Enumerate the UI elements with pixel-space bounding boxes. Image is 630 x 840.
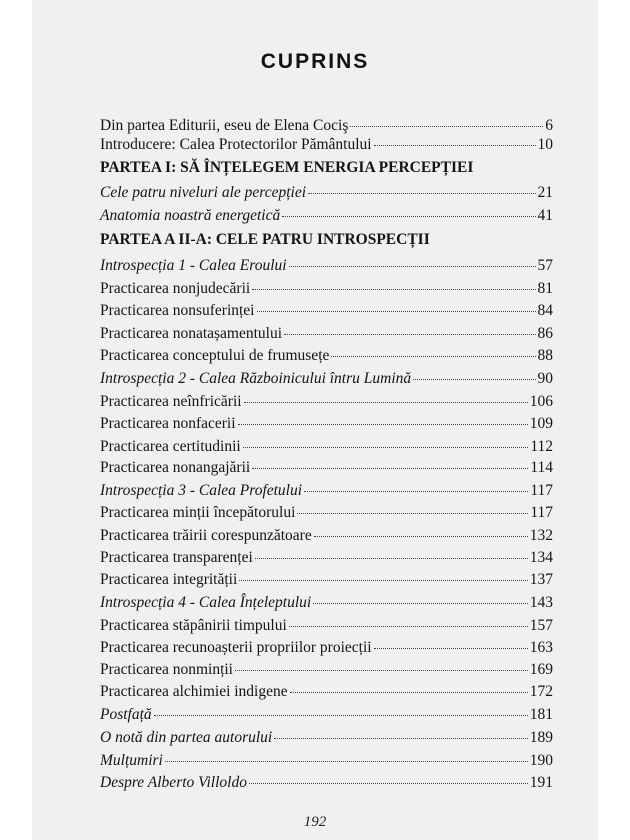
toc-entry-page: 191: [529, 774, 553, 791]
page-number: 192: [303, 814, 327, 830]
dot-leader: [314, 536, 528, 537]
dot-leader: [313, 603, 528, 604]
toc-entry: [100, 206, 553, 226]
dot-leader: [304, 491, 528, 492]
dot-leader: [165, 761, 528, 762]
toc-entry: [100, 503, 553, 523]
toc-entry-page: 132: [529, 527, 553, 544]
dot-leader: [297, 513, 528, 514]
toc-entry: [100, 660, 553, 680]
toc-entry: [100, 437, 553, 457]
toc-entry-page: 163: [529, 639, 553, 656]
dot-leader: [374, 648, 528, 649]
dot-leader: [350, 126, 543, 127]
toc-entry-page: 190: [529, 752, 553, 769]
toc-entry-title: Practicarea minții începătorului: [100, 504, 296, 521]
dot-leader: [274, 738, 528, 739]
toc-entry-page: 189: [529, 729, 553, 746]
dot-leader: [252, 289, 535, 290]
toc-entry-page: 172: [529, 683, 553, 700]
toc-entry-page: 41: [537, 207, 553, 224]
toc-entry-title: Practicarea stăpânirii timpului: [100, 617, 287, 634]
toc-entry-page: 109: [529, 415, 553, 432]
toc-entry-title: Practicarea trăirii corespunzătoare: [100, 527, 312, 544]
dot-leader: [290, 692, 528, 693]
toc-entry-title: O notă din partea autorului: [100, 729, 273, 746]
toc-entry: [100, 183, 553, 203]
toc-entry: [100, 751, 553, 771]
dot-leader: [243, 447, 529, 448]
toc-entry-page: 143: [529, 594, 553, 611]
toc-entry-title: Practicarea nonfacerii: [100, 415, 236, 432]
toc-entry: [100, 135, 553, 155]
dot-leader: [238, 424, 528, 425]
toc-entry: [100, 728, 553, 748]
page-title: CUPRINS: [260, 50, 370, 73]
toc-entry: [100, 705, 553, 725]
toc-entry-title: Practicarea conceptului de frumusețe: [100, 347, 330, 364]
toc-entry-page: 112: [530, 438, 553, 455]
toc-entry-title: Introspecția 3 - Calea Profetului: [100, 482, 303, 499]
toc-entry-title: PARTEA I: SĂ ÎNȚELEGEM ENERGIA PERCEPȚIEI: [100, 159, 474, 176]
dot-leader: [289, 266, 536, 267]
toc-part-heading: [100, 158, 553, 178]
toc-entry: [100, 570, 553, 590]
dot-leader: [249, 783, 528, 784]
toc-entry: [100, 526, 553, 546]
dot-leader: [252, 468, 528, 469]
toc-entry: [100, 346, 553, 366]
dot-leader: [374, 145, 536, 146]
toc-entry: [100, 279, 553, 299]
toc-entry-page: 86: [537, 325, 553, 342]
toc-entry-title: Din partea Editurii, eseu de Elena Cociş: [100, 117, 349, 134]
dot-leader: [413, 379, 535, 380]
dot-leader: [154, 715, 528, 716]
toc-entry: [100, 638, 553, 658]
toc-entry-title: Practicarea recunoașterii propriilor proiecții: [100, 639, 372, 656]
toc-entry: [100, 256, 553, 276]
toc-entry-title: Anatomia noastră energetică: [100, 207, 281, 224]
toc-entry-page: 88: [537, 347, 553, 364]
toc-entry-title: Practicarea certitudinii: [100, 438, 241, 455]
dot-leader: [239, 580, 527, 581]
toc-entry-title: Mulțumiri: [100, 752, 163, 769]
toc-entry-page: 81: [537, 280, 553, 297]
toc-entry-title: PARTEA A II-A: CELE PATRU INTROSPECȚII: [100, 231, 430, 248]
toc-entry-page: 181: [529, 706, 553, 723]
dot-leader: [235, 670, 528, 671]
toc-entry-title: Introspecția 4 - Calea Înțeleptului: [100, 594, 312, 611]
toc-entry-title: Practicarea nonatașamentului: [100, 325, 283, 342]
toc-entry-page: 106: [529, 393, 553, 410]
dot-leader: [244, 402, 528, 403]
toc-entry-title: Practicarea alchimiei indigene: [100, 683, 288, 700]
toc-entry: [100, 414, 553, 434]
toc-entry-title: Cele patru niveluri ale percepției: [100, 184, 307, 201]
toc-entry-page: 169: [529, 661, 553, 678]
toc-entry-page: 134: [529, 549, 553, 566]
toc-entry-page: 114: [530, 459, 553, 476]
toc-entry-page: 84: [537, 302, 553, 319]
dot-leader: [257, 311, 536, 312]
toc-entry-title: Practicarea integrității: [100, 571, 238, 588]
toc-entry-page: 21: [537, 184, 553, 201]
dot-leader: [289, 626, 528, 627]
toc-entry-title: Practicarea transparenței: [100, 549, 253, 566]
toc-part-heading: [100, 230, 553, 250]
dot-leader: [331, 356, 535, 357]
dot-leader: [284, 334, 535, 335]
toc-entry-title: Practicarea neînfricării: [100, 393, 242, 410]
toc-entry-title: Postfață: [100, 706, 152, 723]
toc-entry: [100, 773, 553, 793]
toc-entry: [100, 392, 553, 412]
toc-entry-page: 117: [530, 504, 553, 521]
toc-entry-title: Practicarea nonjudecării: [100, 280, 251, 297]
toc-entry-page: 90: [537, 370, 553, 387]
toc-entry-title: Introspecția 2 - Calea Războinicului întru Lumină: [100, 370, 412, 387]
toc-entry-page: 157: [529, 617, 553, 634]
toc-entry-title: Practicarea nonangajării: [100, 459, 251, 476]
dot-leader: [282, 216, 535, 217]
toc-entry: [100, 458, 553, 478]
toc-entry-title: Introducere: Calea Protectorilor Pământului: [100, 136, 372, 153]
toc-entry: [100, 369, 553, 389]
toc-entry-title: Practicarea nonsuferinței: [100, 302, 255, 319]
toc-entry-page: 117: [530, 482, 553, 499]
toc-entry-page: 10: [537, 136, 553, 153]
toc-entry-page: 137: [529, 571, 553, 588]
toc-entry-page: 57: [537, 257, 553, 274]
toc-entry-title: Introspecția 1 - Calea Eroului: [100, 257, 287, 274]
toc-entry: [100, 593, 553, 613]
dot-leader: [255, 558, 528, 559]
toc-entry-title: Despre Alberto Villoldo: [100, 774, 247, 791]
toc-entry: [100, 548, 553, 568]
toc-entry: [100, 116, 553, 136]
toc-entry: [100, 616, 553, 636]
toc-entry: [100, 682, 553, 702]
toc-entry: [100, 324, 553, 344]
toc-entry: [100, 481, 553, 501]
dot-leader: [308, 193, 535, 194]
toc-entry-page: 6: [545, 117, 553, 134]
toc-entry-title: Practicarea nonminții: [100, 661, 233, 678]
toc-entry: [100, 301, 553, 321]
